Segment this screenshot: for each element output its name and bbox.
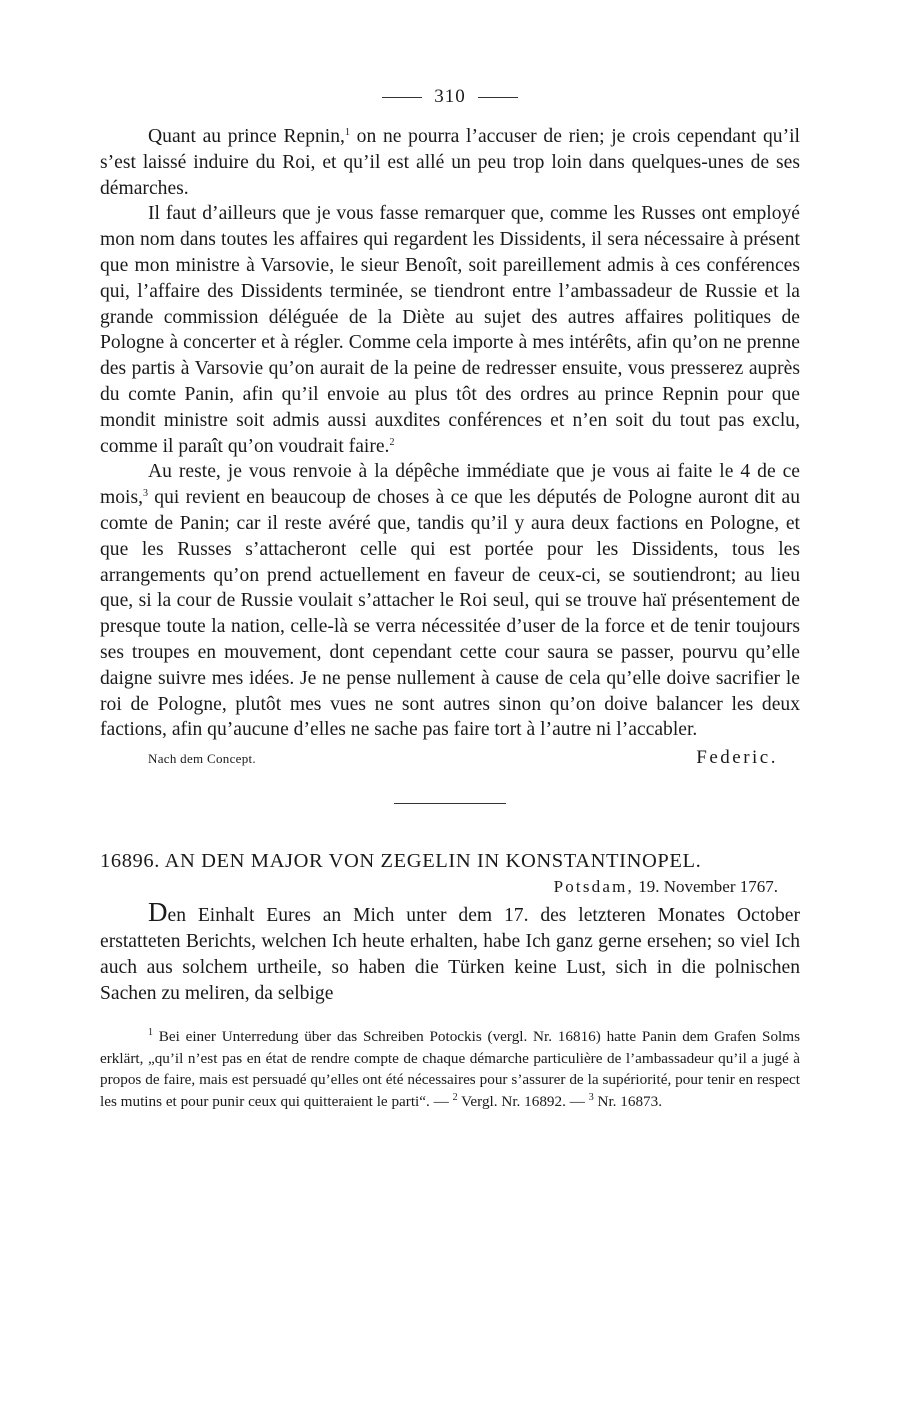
signature: Federic. [696, 747, 778, 769]
footnotes [100, 1026, 800, 1112]
paragraph [100, 124, 800, 201]
paragraph-text: en Einhalt Eures an Mich unter dem 17. des letzteren Monates October erstatteten Berichts, welchen Ich heute erhalten, habe Ich ganz gerne ersehen; so viel Ich auch aus solchem urtheile, so haben die Türken keine Lust, sich in die polnischen Sachen zu meliren, da selbige [100, 905, 800, 1004]
paragraph [100, 201, 800, 459]
footnote-text: Vergl. Nr. 16892. — [457, 1092, 589, 1110]
place: Potsdam, [553, 877, 634, 897]
letter-body [100, 124, 800, 743]
initial-letter: D [148, 897, 168, 928]
paragraph-text: Il faut d’ailleurs que je vous fasse remarquer que, comme les Russes ont employé mon nom dans toutes les affaires qui regardent les Dissidents, il sera nécessaire à présent que mon ministre à Varsovie, le sieur Benoît, soit pareillement admis à ces conférences qui, l’affaire des Dissidents terminée, se tiendront entre l’ambassadeur de Russie et la grande commission déléguée de la Diète au sujet des autres affaires politiques de Pologne à concerter et à régler. Comme cela importe à mes intérêts, afin qu’on ne prenne des partis à Varsovie qu’on aurait de la peine de redresser ensuite, vous presserez auprès du comte Panin, afin qu’il envoie au plus tôt des ordres au prince Repnin pour que mondit ministre soit admis aussi auxdites conférences et n’en soit du tout pas exclu, comme il paraît qu’on voudrait faire. [100, 203, 800, 457]
footnote-marker: 2 [452, 1091, 458, 1103]
date: 19. November 1767. [638, 877, 778, 897]
letter-body [100, 897, 800, 1006]
paragraph [100, 459, 800, 743]
footnote-ref: 3 [143, 488, 149, 500]
letter-closing [100, 747, 800, 769]
paragraph-text: qui revient en beaucoup de choses à ce que les députés de Pologne auront dit au comte de Panin; car il reste avéré que, tandis qu’il y aura deux factions en Pologne, et que les Russes s’attacheront celle qui est portée pour les Dissidents, tous les arrangements qu’on prend actuellement en faveur de ceux-ci, se soutiendront; au lieu que, si la cour de Russie voulait s’attacher le Roi seul, qui se trouve haï présentement de presque toute la nation, celle-là se verra nécessitée d’user de la force et de tenir toujours ses troupes en mouvement, dont cependant cette cour saura se passer, pourvu qu’elle daigne suivre mes idées. Je ne pense nullement à cause de cela qu’elle doive sacrifier le roi de Pologne, plutôt mes vues ne sont autres sinon qu’on doive balancer les deux factions, afin qu’aucune d’elles ne sache pas faire tort à l’autre ni l’accabler. [100, 487, 800, 741]
footnote-ref: 2 [389, 436, 395, 448]
section-divider [394, 803, 506, 804]
page-number: 310 [434, 86, 466, 107]
footnote-marker: 1 [148, 1027, 153, 1039]
page-header [100, 86, 800, 108]
footnote-text: Nr. 16873. [593, 1092, 663, 1110]
paragraph-text: on ne pourra l’accuser de rien; je crois cependant qu’il s’est laissé induire du Roi, et qu’il est allé un peu trop loin dans quelques-unes de ses démarches. [100, 126, 800, 199]
place-date [100, 877, 800, 897]
book-page [100, 86, 800, 1112]
paragraph-text: Quant au prince Repnin, [148, 126, 345, 147]
footnote-ref: 1 [344, 127, 350, 138]
footnote-marker: 3 [588, 1091, 594, 1103]
paragraph [100, 897, 800, 1006]
footnote-text: Bei einer Unterredung über das Schreiben Potockis (vergl. Nr. 16816) hatte Panin dem Grafen Solms erklärt, „qu’il n’est pas en état de rendre compte de chaque démarche particulière de l’ambassadeur qu’il a jugé à propos de faire, mais est persuadé qu’elles ont été nécessaires pour s’assurer de la supériorité, pour tenir en respect les mutins et pour punir ceux qui quitteraient le parti“. — [100, 1028, 800, 1110]
document-heading: 16896. AN DEN MAJOR VON ZEGELIN IN KONSTANTINOPEL. [100, 850, 702, 873]
paragraph-text: Au reste, je vous renvoie à la dépêche immédiate que je vous ai faite le 4 de ce mois, [100, 461, 800, 509]
header-dash-right [478, 97, 518, 98]
header-dash-left [382, 97, 422, 98]
source-note: Nach dem Concept. [148, 751, 256, 767]
footnote [100, 1026, 800, 1112]
